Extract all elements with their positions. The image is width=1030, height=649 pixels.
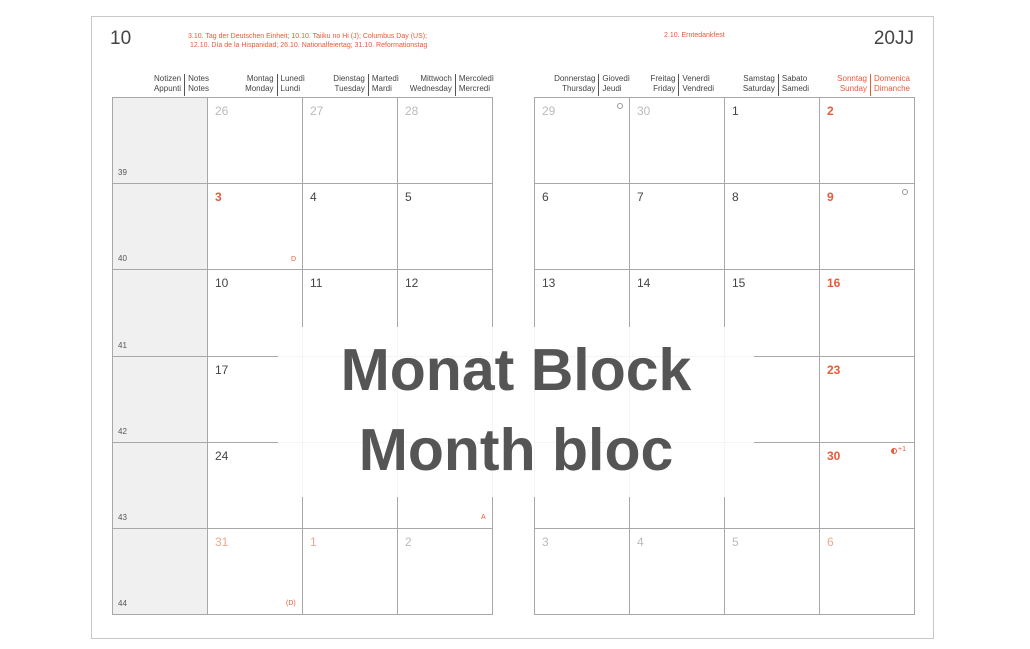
day-cell[interactable] <box>630 184 725 270</box>
day-number: 24 <box>215 448 229 463</box>
overlay-line-1: Monat Block <box>340 337 692 403</box>
notes-cell <box>113 98 208 184</box>
month-number: 10 <box>110 28 132 49</box>
day-cell[interactable] <box>398 529 493 615</box>
notes-cell <box>113 184 208 270</box>
moon-phase-icon <box>902 189 908 195</box>
notes-cell <box>113 529 208 615</box>
day-number: 17 <box>215 362 229 377</box>
day-cell[interactable] <box>820 98 915 184</box>
header-monday: Montag Monday Lunedì Lundi <box>209 74 305 96</box>
header-saturday: Samstag Saturday Sabato Samedi <box>725 74 809 96</box>
day-number: 9 <box>827 190 834 205</box>
year-label: 20JJ <box>873 28 914 49</box>
day-number: 5 <box>405 190 412 205</box>
holiday-right: 2.10. Erntedankfest <box>664 32 725 39</box>
holiday-mark: (D) <box>286 600 296 607</box>
day-number: 31 <box>215 535 229 549</box>
day-cell[interactable] <box>725 529 820 615</box>
holiday-line: 12.10. Día de la Hispanidad; 26.10. Nationalfeiertag; 31.10. Reformationstag <box>190 42 428 49</box>
day-number: 2 <box>827 104 834 118</box>
moon-phase-icon <box>617 103 623 109</box>
day-number: 2 <box>405 535 412 549</box>
holiday-mark: A <box>481 514 486 521</box>
day-cell[interactable] <box>820 184 915 270</box>
day-number: 6 <box>542 190 549 205</box>
day-number: 8 <box>732 190 739 205</box>
week-number: 42 <box>118 426 127 436</box>
day-cell[interactable] <box>820 270 915 356</box>
day-cell[interactable] <box>398 98 493 184</box>
week-number: 44 <box>118 599 127 609</box>
day-number: 6 <box>827 535 834 549</box>
moon-phase-icon <box>891 448 897 454</box>
day-number: 5 <box>732 535 739 549</box>
day-number: 30 <box>637 104 651 118</box>
day-cell[interactable] <box>820 529 915 615</box>
day-cell[interactable] <box>820 443 915 529</box>
header-friday: Freitag Friday Venerdì Vendredi <box>630 74 714 96</box>
day-number: 27 <box>310 104 324 118</box>
notes-cell <box>113 270 208 356</box>
day-cell[interactable] <box>535 529 630 615</box>
notes-cell <box>113 443 208 529</box>
day-cell[interactable] <box>398 184 493 270</box>
holiday-line: 3.10. Tag der Deutschen Einheit; 10.10. Taiiku no Hi (J); Columbus Day (US); <box>188 33 428 40</box>
notes-cell <box>113 357 208 443</box>
day-number: 28 <box>405 104 419 118</box>
day-number: 11 <box>310 276 323 291</box>
day-number: 29 <box>542 104 556 118</box>
holiday-list <box>188 32 427 50</box>
day-number: 10 <box>215 276 229 291</box>
day-cell[interactable] <box>303 529 398 615</box>
day-number: 13 <box>542 276 556 291</box>
day-number: 16 <box>827 276 841 291</box>
header-notes: Notizen Appunti Notes Notes <box>113 74 209 96</box>
header-tuesday: Dienstag Tuesday Martedì Mardi <box>303 74 399 96</box>
day-number: 15 <box>732 276 746 291</box>
day-number: 3 <box>542 535 549 549</box>
day-number: 12 <box>405 276 419 291</box>
day-cell[interactable] <box>630 98 725 184</box>
header-sunday: Sonntag Sunday Domenica Dimanche <box>820 74 910 96</box>
day-number: 23 <box>827 362 841 377</box>
week-number: 39 <box>118 168 127 178</box>
day-cell[interactable] <box>725 98 820 184</box>
day-number: 1 <box>310 535 317 549</box>
holiday-mark: D <box>291 256 297 263</box>
day-cell[interactable] <box>303 184 398 270</box>
header-wednesday: Mittwoch Wednesday Mercoledì Mercredi <box>398 74 494 96</box>
day-cell[interactable] <box>820 357 915 443</box>
holiday-mark: +1 <box>898 446 906 453</box>
day-number: 1 <box>732 104 739 118</box>
day-number: 3 <box>215 190 222 205</box>
day-number: 26 <box>215 104 229 118</box>
day-cell[interactable] <box>208 184 303 270</box>
day-cell[interactable] <box>535 184 630 270</box>
day-number: 14 <box>637 276 651 291</box>
day-number: 30 <box>827 448 841 463</box>
header-thursday: Donnerstag Thursday Giovedì Jeudi <box>534 74 630 96</box>
day-number: 7 <box>637 190 644 205</box>
week-number: 40 <box>118 254 127 264</box>
week-number: 41 <box>118 340 127 350</box>
day-number: 4 <box>637 535 644 549</box>
day-cell[interactable] <box>630 529 725 615</box>
day-cell[interactable] <box>535 98 630 184</box>
day-cell[interactable] <box>303 98 398 184</box>
overlay-line-2: Month bloc <box>358 417 674 483</box>
day-number: 4 <box>310 190 317 205</box>
day-cell[interactable] <box>725 184 820 270</box>
day-cell[interactable] <box>208 98 303 184</box>
overlay-title <box>278 330 754 490</box>
week-number: 43 <box>118 512 127 522</box>
